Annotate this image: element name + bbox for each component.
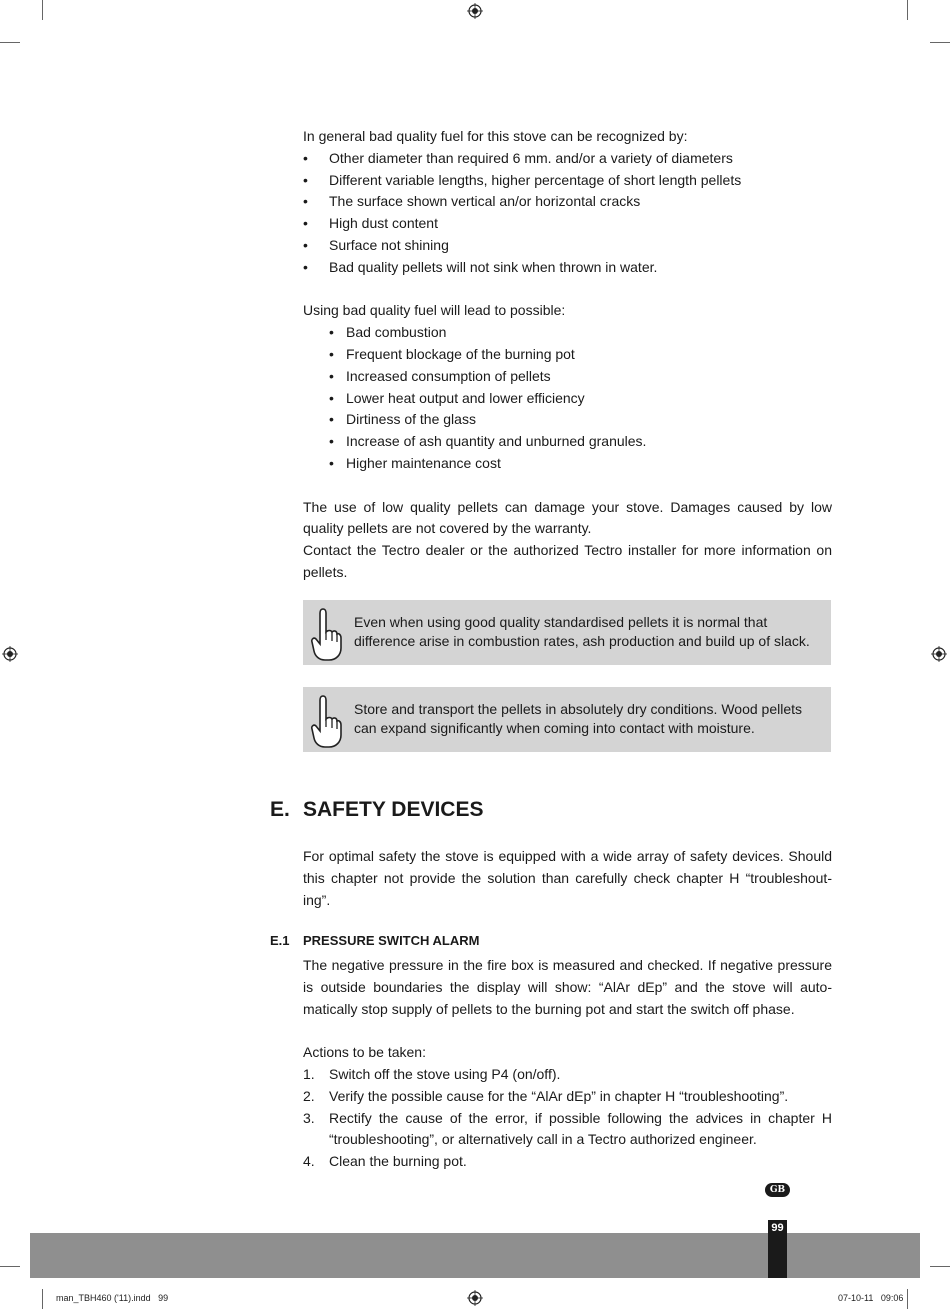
registration-mark-icon <box>467 1290 483 1306</box>
crop-mark <box>907 0 908 20</box>
section-intro: For optimal safety the stove is equipped with a wide array of safety devices. Should this chapter not provide the solution than carefully check chapter H “troubleshout-ing”. <box>303 848 832 908</box>
list-item: • Dirtiness of the glass <box>303 409 832 431</box>
list-item: • High dust content <box>303 213 832 235</box>
crop-mark <box>42 1289 43 1309</box>
list-item: • Higher maintenance cost <box>303 453 832 475</box>
note-text: Even when using good quality standardised pellets it is normal that <box>354 614 768 630</box>
crop-mark <box>930 1266 950 1267</box>
note-box <box>303 600 831 665</box>
page-number: 99 <box>771 1222 784 1234</box>
registration-mark-icon <box>467 3 483 19</box>
subsection-paragraph: The negative pressure in the fire box is measured and checked. If negative pressure is outside boundaries the display will show: “AlAr dEp” and the stove will auto-matically stop supply of pellets to the burning pot and start the switch off phase. <box>303 957 832 1017</box>
subsection-number: E.1 <box>270 933 290 948</box>
list-item: • Lower heat output and lower efficiency <box>303 388 832 410</box>
language-badge: GB <box>765 1183 790 1197</box>
fuel-quality-text <box>303 126 832 584</box>
warranty-paragraph: The use of low quality pellets can damage your stove. Damages caused by low quality pellets are not covered by the warranty. <box>303 498 832 537</box>
list-item: 4. Clean the burning pot. <box>303 1153 467 1170</box>
list-item: • The surface shown vertical an/or horizontal cracks <box>303 191 832 213</box>
list-item: • Bad quality pellets will not sink when thrown in water. <box>303 257 832 279</box>
list-item: 1. Switch off the stove using P4 (on/off). <box>303 1065 561 1082</box>
note-text: Store and transport the pellets in absolutely dry conditions. Wood pellets <box>354 701 802 717</box>
registration-mark-icon <box>931 646 947 662</box>
note-box <box>303 687 831 752</box>
crop-mark <box>42 0 43 20</box>
date-slug: 07-10-11 09:06 <box>838 1293 904 1303</box>
file-slug: man_TBH460 ('11).indd 99 <box>56 1293 169 1303</box>
list-item: • Surface not shining <box>303 235 832 257</box>
crop-mark <box>0 42 20 43</box>
dealer-paragraph: Contact the Tectro dealer or the authorized Tectro installer for more information on pellets. <box>303 542 832 580</box>
actions-lead: Actions to be taken: <box>303 1044 426 1061</box>
section-heading <box>270 798 484 822</box>
registration-mark-icon <box>2 646 18 662</box>
pointing-hand-icon <box>309 606 343 662</box>
crop-mark <box>930 42 950 43</box>
note-text: can expand significantly when coming into contact with moisture. <box>354 720 755 736</box>
subsection-heading <box>270 933 479 948</box>
subsection-body <box>303 955 832 1173</box>
intro-lead: In general bad quality fuel for this stove can be recognized by: <box>303 128 688 144</box>
list-item: • Increased consumption of pellets <box>303 366 832 388</box>
crop-mark <box>907 1289 908 1309</box>
list-item: • Frequent blockage of the burning pot <box>303 344 832 366</box>
list-item: 3. Rectify the cause of the error, if possible following the advices in chapter H “troubleshooting”, or alternatively call in a Tectro authorized engineer. <box>303 1109 832 1148</box>
section-title: SAFETY DEVICES <box>303 798 484 821</box>
pointing-hand-icon <box>309 693 343 749</box>
list-item: • Other diameter than required 6 mm. and/or a variety of diameters <box>303 148 832 170</box>
list-item: • Bad combustion <box>303 322 832 344</box>
subsection-title: PRESSURE SWITCH ALARM <box>303 933 480 948</box>
list-item: • Increase of ash quantity and unburned granules. <box>303 431 832 453</box>
section-number: E. <box>270 798 290 821</box>
crop-mark <box>0 1266 20 1267</box>
note-text: difference arise in combustion rates, ash production and build up of slack. <box>354 633 810 649</box>
list-item: 2. Verify the possible cause for the “AlAr dEp” in chapter H “troubleshooting”. <box>303 1087 789 1104</box>
list-item: • Different variable lengths, higher percentage of short length pellets <box>303 170 832 192</box>
consequences-lead: Using bad quality fuel will lead to possible: <box>303 302 566 319</box>
